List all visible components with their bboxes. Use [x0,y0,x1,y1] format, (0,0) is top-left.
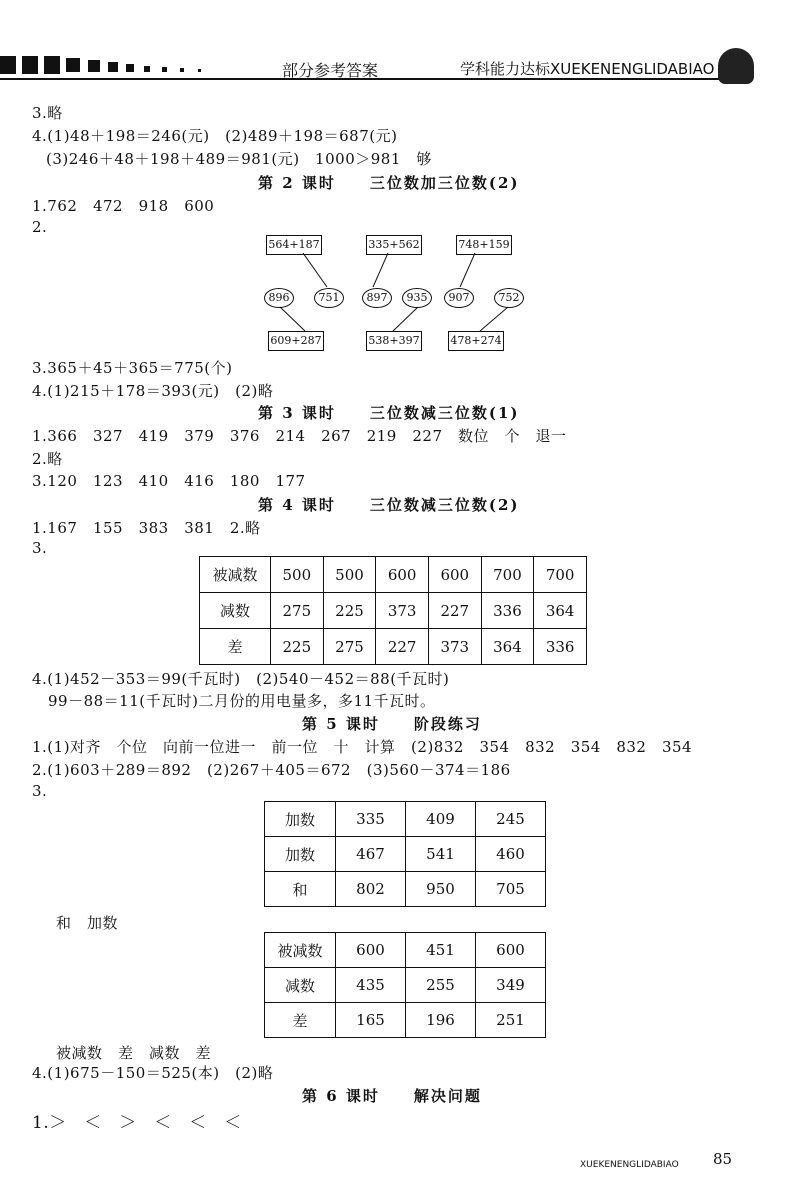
result-oval: 907 [444,288,474,308]
expression-box: 564+187 [266,235,322,255]
table-cell: 336 [481,593,534,629]
expression-box: 538+397 [366,331,422,351]
expression-box: 335+562 [366,235,422,255]
answer-line: 1.762 472 918 600 [32,197,215,215]
answer-line: 3.120 123 410 416 180 177 [32,472,306,490]
answer-line: 3. [32,782,48,800]
table-cell: 600 [476,933,546,968]
table-cell: 600 [336,933,406,968]
table-cell: 336 [534,629,587,665]
table-cell: 225 [323,593,376,629]
table-row [265,1003,546,1038]
table-cell: 700 [481,557,534,593]
result-oval: 752 [494,288,524,308]
page-number: 85 [713,1150,733,1168]
result-oval: 751 [314,288,344,308]
table-cell: 差 [265,1003,336,1038]
answer-line: 99－88＝11(千瓦时)二月份的用电量多，多11千瓦时。 [48,692,436,710]
table-cell: 和 [265,872,336,907]
table-cell: 802 [336,872,406,907]
table-cell: 245 [476,802,546,837]
table-cell: 227 [428,593,481,629]
table-cell: 700 [534,557,587,593]
table-cell: 251 [476,1003,546,1038]
table-row [265,802,546,837]
answer-line: 1.366 327 419 379 376 214 267 219 227 数位 个 退一 [32,427,567,445]
table-cell: 467 [336,837,406,872]
table-cell: 减数 [265,968,336,1003]
answer-line: (3)246＋48＋198＋489＝981(元) 1000＞981 够 [46,150,432,168]
table-row [200,629,587,665]
table-cell: 349 [476,968,546,1003]
table-cell: 加数 [265,837,336,872]
expression-box: 748+159 [456,235,512,255]
section-heading: 第 6 课时 解决问题 [302,1087,482,1105]
answer-line: 3. [32,539,48,557]
answer-line: 1.＞ ＜ ＞ ＜ ＜ ＜ [32,1113,242,1133]
table-cell: 541 [406,837,476,872]
header-brand: 学科能力达标XUEKENENGLIDABIAO [460,60,715,78]
answer-line: 4.(1)452－353＝99(千瓦时) (2)540－452＝88(千瓦时) [32,670,450,688]
table-cell: 被减数 [200,557,271,593]
table-cell: 500 [323,557,376,593]
table-cell: 275 [323,629,376,665]
answer-line: 2.(1)603＋289＝892 (2)267＋405＝672 (3)560－374＝186 [32,761,511,779]
table-cell: 差 [200,629,271,665]
answer-line: 1.(1)对齐 个位 向前一位进一 前一位 十 计算 (2)832 354 832 354 832 354 [32,738,693,756]
table-cell: 435 [336,968,406,1003]
expression-box: 478+274 [448,331,504,351]
table-cell: 460 [476,837,546,872]
table-cell: 364 [481,629,534,665]
expression-box: 609+287 [268,331,324,351]
table-row [265,933,546,968]
table-cell: 227 [376,629,429,665]
table-cell: 被减数 [265,933,336,968]
table-row [265,872,546,907]
table-row [265,968,546,1003]
table-cell: 335 [336,802,406,837]
table-cell: 减数 [200,593,271,629]
answer-line: 1.167 155 383 381 2.略 [32,519,261,537]
section-heading: 第 4 课时 三位数减三位数(2) [258,496,520,514]
answer-line: 2.略 [32,450,63,468]
result-oval: 896 [264,288,294,308]
table-cell: 373 [428,629,481,665]
answer-line: 3.365＋45＋365＝775(个) [32,359,233,377]
footer-brand: XUEKENENGLIDABIAO [580,1160,679,1170]
table-cell: 451 [406,933,476,968]
table-cell: 255 [406,968,476,1003]
answer-line: 2. [32,218,48,236]
answer-line: 4.(1)48＋198＝246(元) (2)489＋198＝687(元) [32,127,398,145]
table-cell: 165 [336,1003,406,1038]
table-cell: 225 [271,629,324,665]
header-title: 部分参考答案 [282,61,379,80]
answer-line: 3.略 [32,104,63,122]
matching-diagram [0,0,812,360]
table-row [200,557,587,593]
subtraction-table-2 [264,932,546,1038]
table-cell: 500 [271,557,324,593]
table-cell: 196 [406,1003,476,1038]
section-heading: 第 5 课时 阶段练习 [302,715,482,733]
subtraction-table-1 [199,556,587,665]
table-cell: 加数 [265,802,336,837]
answer-line: 被减数 差 减数 差 [56,1044,212,1062]
result-oval: 897 [362,288,392,308]
section-heading: 第 3 课时 三位数减三位数(1) [258,404,520,422]
addition-table [264,801,546,907]
table-row [200,593,587,629]
table-cell: 950 [406,872,476,907]
table-cell: 409 [406,802,476,837]
table-cell: 705 [476,872,546,907]
table-cell: 275 [271,593,324,629]
table-cell: 364 [534,593,587,629]
table-cell: 600 [428,557,481,593]
result-oval: 935 [402,288,432,308]
table-cell: 373 [376,593,429,629]
answer-line: 4.(1)675－150＝525(本) (2)略 [32,1064,274,1082]
answer-line: 和 加数 [56,914,119,932]
table-cell: 600 [376,557,429,593]
section-heading: 第 2 课时 三位数加三位数(2) [258,174,520,192]
answer-line: 4.(1)215＋178＝393(元) (2)略 [32,382,274,400]
table-row [265,837,546,872]
